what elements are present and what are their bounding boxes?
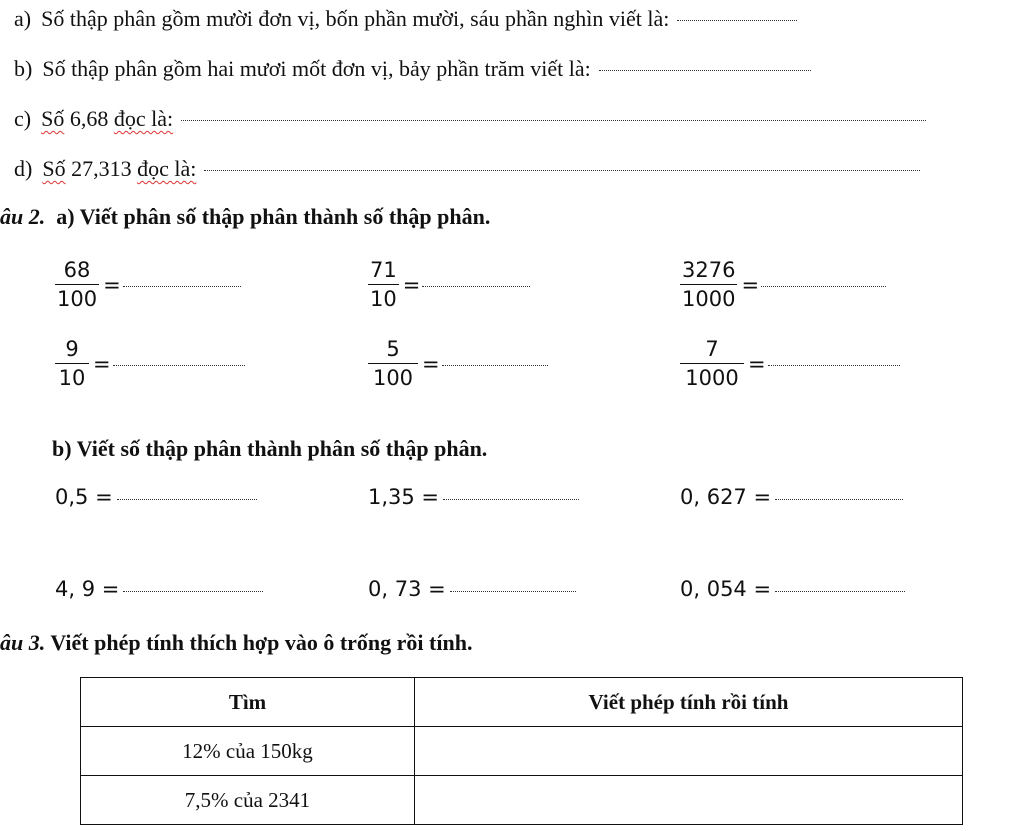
fraction-numerator: 5 [386,337,400,361]
answer-blank[interactable] [422,286,530,287]
q3-title: Viết phép tính thích hợp vào ô trống rồi tính. [50,630,473,655]
decimal-item [368,577,576,601]
decimal-expression: 0, 627 = [680,485,772,509]
q3-prefix: âu 3. [0,630,46,655]
decimal-expression: 0,5 = [55,485,113,509]
fraction [680,258,737,311]
equals-sign: = [422,351,440,376]
table-cell-find: 12% của 150kg [81,727,415,776]
item-c-label: c) [14,106,32,131]
equals-sign: = [402,272,421,297]
item-b-label: b) [14,56,33,81]
item-b-text: Số thập phân gồm hai mươi mốt đơn vị, bảy phần trăm viết là: [42,56,591,81]
item-c-number: 6,68 [69,106,109,131]
answer-blank[interactable] [123,286,241,287]
answer-blank[interactable] [761,286,886,287]
fraction-denominator: 10 [58,366,86,390]
equals-sign: = [103,272,121,297]
answer-blank[interactable] [775,499,903,500]
fraction [55,258,99,311]
answer-blank-d[interactable] [204,170,920,171]
fraction-denominator: 1000 [685,366,739,390]
q2-prefix: âu 2. [0,204,46,229]
fraction-item [368,337,548,390]
answer-blank[interactable] [775,591,905,592]
item-b [14,56,811,82]
q2-heading [0,204,490,230]
fraction-denominator: 1000 [682,287,736,311]
table-cell-answer[interactable] [415,776,963,825]
answer-blank[interactable] [442,365,548,366]
decimal-expression: 1,35 = [368,485,440,509]
item-d-number: 27,313 [71,156,132,181]
table-header-calc: Viết phép tính rồi tính [415,678,963,727]
fraction-numerator: 68 [63,258,91,282]
equals-sign: = [93,351,111,376]
fraction-numerator: 9 [65,337,79,361]
answer-blank[interactable] [113,365,245,366]
item-d-read: đọc là: [137,156,197,181]
decimal-item [680,577,905,601]
table-row [81,776,963,825]
fraction-numerator: 7 [705,337,719,361]
q2-part-b: b) Viết số thập phân thành phân số thập phân. [52,436,488,461]
fraction-denominator: 100 [57,287,98,311]
fraction-item [680,337,900,390]
fraction-numerator: 71 [370,258,397,282]
answer-blank[interactable] [768,365,900,366]
item-c-word: Số [41,106,65,131]
fraction-denominator: 10 [370,287,397,311]
answer-blank[interactable] [443,499,579,500]
decimal-item [55,577,263,601]
equals-sign: = [741,272,760,297]
q3-heading [0,630,472,656]
item-a-label: a) [14,6,32,31]
table-cell-answer[interactable] [415,727,963,776]
table-header-row [81,678,963,727]
answer-blank[interactable] [117,499,257,500]
q2-part-a: a) Viết phân số thập phân thành số thập phân. [56,204,491,229]
fraction-numerator: 3276 [682,258,736,282]
table-header-find: Tìm [81,678,415,727]
item-d-word: Số [42,156,66,181]
table-cell-find: 7,5% của 2341 [81,776,415,825]
item-a-text: Số thập phân gồm mười đơn vị, bốn phần mười, sáu phần nghìn viết là: [41,6,670,31]
decimal-expression: 4, 9 = [55,577,120,601]
answer-blank-b[interactable] [599,70,811,71]
fraction [368,258,399,311]
item-c [14,106,926,132]
fraction [680,337,744,390]
item-a [14,6,797,32]
fraction [55,337,89,390]
fraction-item [368,258,530,311]
decimal-item [55,485,257,509]
item-c-read: đọc là: [113,106,174,131]
equals-sign: = [748,351,766,376]
answer-blank[interactable] [123,591,263,592]
answer-blank-c[interactable] [181,120,926,121]
fraction-item [55,337,245,390]
item-d [14,156,920,182]
item-d-label: d) [14,156,33,181]
fraction-denominator: 100 [372,366,414,390]
fraction-item [55,258,241,311]
decimal-item [680,485,903,509]
fraction-item [680,258,886,311]
decimal-expression: 0, 73 = [368,577,446,601]
decimal-item [368,485,579,509]
decimal-expression: 0, 054 = [680,577,772,601]
answer-blank-a[interactable] [677,20,797,21]
calculation-table [80,677,963,825]
table-row [81,727,963,776]
fraction [368,337,418,390]
answer-blank[interactable] [450,591,576,592]
